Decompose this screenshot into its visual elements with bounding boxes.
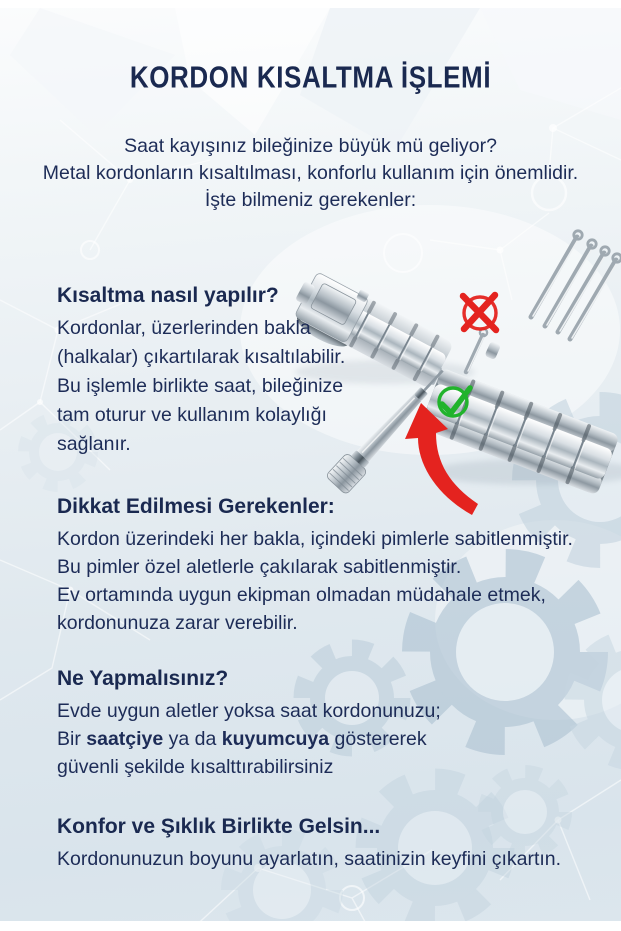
body-line <box>57 725 441 753</box>
bold-text-watchmaker: saatçiye <box>86 728 164 750</box>
intro-line: Metal kordonların kısaltılması, konforlu kullanım için önemlidir. <box>42 162 579 184</box>
section-how <box>57 284 345 459</box>
body-line: Bu pimler özel aletlerle çakılarak sabitlenmiştir. <box>57 556 462 578</box>
spare-pins-icon <box>531 231 621 339</box>
body-line: Ev ortamında uygun ekipman olmadan müdahale etmek, <box>57 584 546 606</box>
bold-text-jeweler: kuyumcuya <box>221 728 330 750</box>
body-text: Bir <box>57 728 87 750</box>
section-heading-advice: Ne Yapmalısınız? <box>57 667 229 690</box>
body-line: kordonunuza zarar verebilir. <box>57 612 298 634</box>
intro-paragraph <box>0 133 621 214</box>
section-advice <box>57 667 441 781</box>
body-text: ya da <box>163 728 222 750</box>
body-line: Kordon üzerindeki her bakla, içindeki pimlerle sabitlenmiştir. <box>57 528 573 550</box>
body-line: Kordonlar, üzerlerinden bakla <box>57 317 311 339</box>
section-outro <box>57 815 561 873</box>
intro-line: İşte bilmeniz gerekenler: <box>204 189 417 211</box>
page-title: KORDON KISALTMA İŞLEMİ <box>129 59 492 95</box>
section-care <box>57 495 573 637</box>
body-line: güvenli şekilde kısalttırabilirsiniz <box>57 756 334 778</box>
section-heading-outro: Konfor ve Şıklık Birlikte Gelsin... <box>57 815 381 838</box>
body-line: sağlanır. <box>57 433 131 455</box>
intro-line: Saat kayışınız bileğinize büyük mü geliyor? <box>124 135 497 157</box>
section-heading-how: Kısaltma nasıl yapılır? <box>57 284 279 307</box>
section-heading-care: Dikkat Edilmesi Gerekenler: <box>57 495 335 518</box>
red-x-icon <box>463 295 496 330</box>
link-fragment <box>484 341 501 360</box>
top-border <box>0 0 621 8</box>
body-line: Kordonunuzun boyunu ayarlatın, saatinizin keyfini çıkartın. <box>57 848 562 870</box>
bottom-border <box>0 921 621 931</box>
body-text: göstererek <box>329 728 427 750</box>
body-line: (halkalar) çıkartılarak kısaltılabilir. <box>57 346 346 368</box>
body-line: tam oturur ve kullanım kolaylığı <box>57 404 327 426</box>
body-line: Bu işlemle birlikte saat, bileğinize <box>57 375 344 397</box>
body-line: Evde uygun aletler yoksa saat kordonunuzu; <box>57 700 441 722</box>
